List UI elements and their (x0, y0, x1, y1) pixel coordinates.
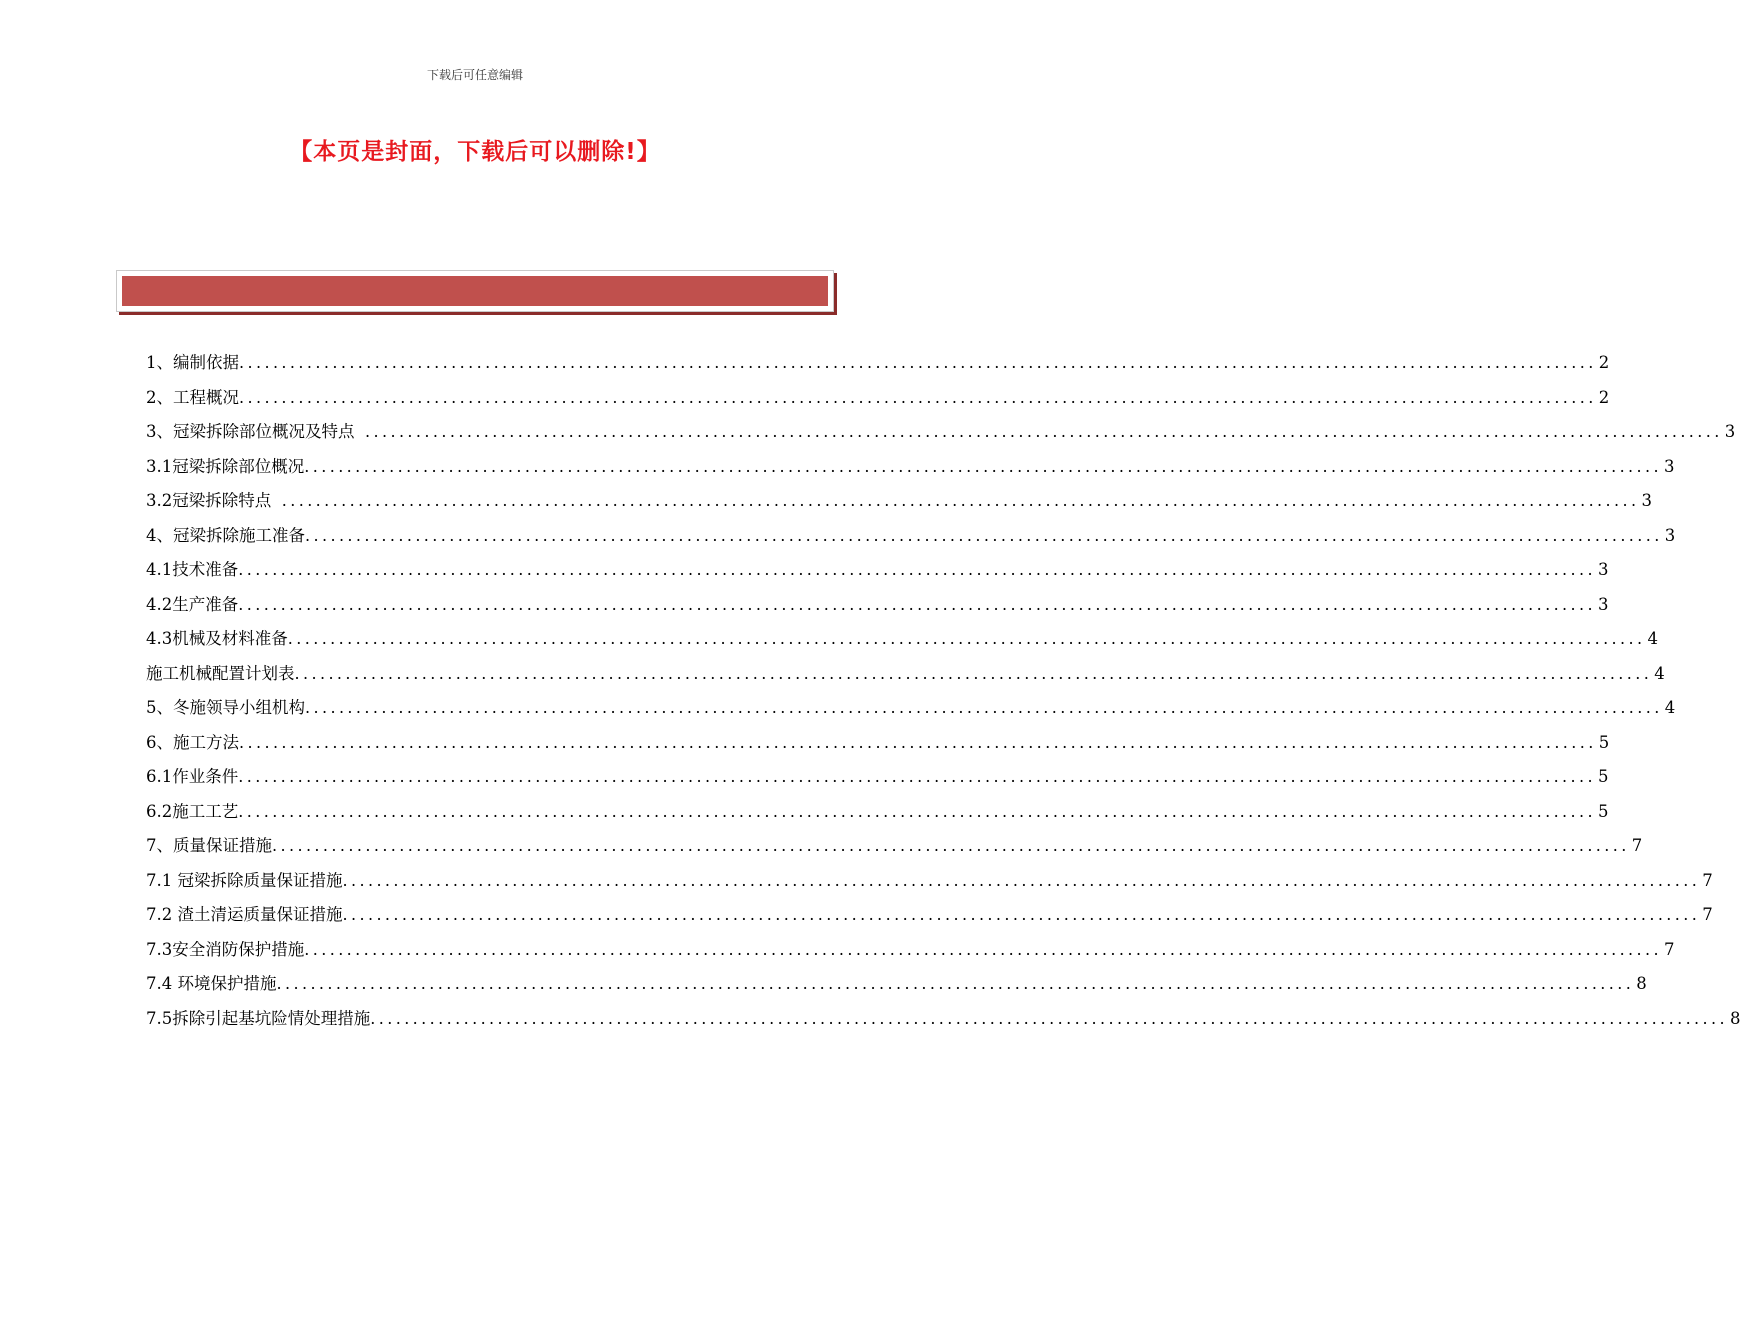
toc-entry-page: 3 (1664, 525, 1676, 545)
toc-entry-label: 6.1作业条件 (146, 767, 239, 786)
toc-entry-label: 6、施工方法 (146, 732, 239, 752)
toc-entry-page: 3 (1664, 456, 1675, 476)
toc-entry-label: 3.1冠梁拆除部位概况 (146, 456, 305, 476)
toc-entry-label: 7.3安全消防保护措施 (146, 939, 305, 959)
toc-entry-label: 1、编制依据 (146, 353, 239, 372)
toc-leader-dots: ................................................................................................................................................................ (238, 767, 1596, 786)
toc-entry-page: 3 (1598, 594, 1609, 614)
toc-entry-label: 7.5拆除引起基坑险情处理措施 (146, 1008, 371, 1028)
toc-entry-label: 7、质量保证措施 (146, 836, 272, 855)
toc-entry[interactable] (146, 933, 1675, 968)
toc-entry-page: 7 (1702, 870, 1713, 890)
toc-entry-page: 5 (1598, 767, 1609, 786)
toc-entry-page: 3 (1641, 491, 1652, 510)
toc-entry[interactable] (146, 967, 1647, 1002)
toc-entry-page: 2 (1598, 387, 1610, 407)
toc-entry-label: 4、冠梁拆除施工准备 (146, 525, 305, 545)
toc-entry-label: 7.2 渣土清运质量保证措施 (146, 905, 343, 924)
toc-entry[interactable] (146, 898, 1713, 933)
toc-entry[interactable] (146, 795, 1609, 830)
toc-entry[interactable] (146, 622, 1658, 657)
toc-entry-page: 5 (1598, 732, 1610, 752)
toc-leader-dots: ................................................................................................................................................................ (281, 491, 1640, 510)
toc-entry-label: 4.1技术准备 (146, 560, 239, 579)
toc-entry[interactable] (146, 553, 1609, 588)
toc-entry[interactable] (146, 415, 1736, 450)
toc-leader-dots: ................................................................................................................................................................ (238, 560, 1596, 579)
toc-entry-label: 3、冠梁拆除部位概况及特点 (146, 422, 365, 441)
toc-leader-dots: ................................................................................................................................................................ (238, 801, 1596, 821)
toc-leader-dots: ................................................................................................................................................................ (294, 663, 1653, 683)
toc-entry-label: 4.3机械及材料准备 (146, 629, 288, 648)
toc-leader-dots: ................................................................................................................................................................ (239, 353, 1597, 372)
toc-leader-dots: ................................................................................................................................................................ (342, 905, 1701, 924)
toc-leader-dots: ................................................................................................................................................................ (342, 870, 1701, 890)
toc-entry[interactable] (146, 450, 1675, 485)
toc-entry-page: 4 (1654, 663, 1665, 683)
toc-leader-dots: ................................................................................................................................................................ (238, 594, 1596, 614)
toc-entry-page: 3 (1724, 422, 1736, 441)
toc-leader-dots: ................................................................................................................................................................ (276, 974, 1635, 993)
toc-entry[interactable] (146, 657, 1665, 692)
toc-entry-page: 8 (1730, 1008, 1741, 1028)
toc-entry-page: 7 (1702, 905, 1713, 924)
toc-entry-label: 5、冬施领导小组机构 (146, 698, 305, 717)
toc-leader-dots: ................................................................................................................................................................ (239, 732, 1597, 752)
toc-entry[interactable] (146, 519, 1676, 554)
toc-entry-page: 5 (1598, 801, 1609, 821)
toc-leader-dots: ................................................................................................................................................................ (365, 422, 1723, 441)
toc-entry[interactable] (146, 346, 1610, 381)
toc-leader-dots: ................................................................................................................................................................ (272, 836, 1630, 855)
title-banner (116, 270, 834, 312)
toc-leader-dots: ................................................................................................................................................................ (287, 629, 1646, 648)
toc-entry[interactable] (146, 829, 1643, 864)
toc-entry-label: 7.4 环境保护措施 (146, 974, 277, 993)
toc-entry-page: 8 (1636, 974, 1647, 993)
toc-entry[interactable] (146, 726, 1610, 761)
toc-entry-label: 4.2生产准备 (146, 594, 239, 614)
toc-entry-label: 6.2施工工艺 (146, 801, 239, 821)
table-of-contents (146, 346, 1741, 1036)
cover-notice: 【本页是封面，下载后可以删除!】 (289, 139, 661, 165)
toc-entry-page: 7 (1664, 939, 1675, 959)
toc-entry[interactable] (146, 691, 1676, 726)
toc-entry-page: 2 (1598, 353, 1610, 372)
toc-entry-label: 2、工程概况 (146, 387, 239, 407)
toc-entry[interactable] (146, 588, 1609, 623)
toc-leader-dots: ................................................................................................................................................................ (305, 698, 1663, 717)
toc-entry-label: 7.1 冠梁拆除质量保证措施 (146, 870, 343, 890)
toc-entry[interactable] (146, 381, 1610, 416)
toc-entry-page: 7 (1631, 836, 1643, 855)
toc-entry-page: 4 (1664, 698, 1676, 717)
toc-entry[interactable] (146, 864, 1713, 899)
toc-entry-label: 施工机械配置计划表 (146, 663, 295, 683)
toc-entry[interactable] (146, 760, 1609, 795)
toc-leader-dots: ................................................................................................................................................................ (305, 525, 1663, 545)
header-note: 下载后可任意编辑 (426, 68, 523, 82)
toc-entry-label: 3.2冠梁拆除特点 (146, 491, 282, 510)
toc-leader-dots: ................................................................................................................................................................ (304, 939, 1662, 959)
toc-entry[interactable] (146, 1002, 1741, 1037)
toc-leader-dots: ................................................................................................................................................................ (239, 387, 1597, 407)
title-banner-fill (122, 276, 828, 306)
toc-entry-page: 3 (1598, 560, 1609, 579)
toc-entry-page: 4 (1647, 629, 1658, 648)
toc-entry[interactable] (146, 484, 1652, 519)
toc-leader-dots: ................................................................................................................................................................ (304, 456, 1662, 476)
toc-leader-dots: ................................................................................................................................................................ (370, 1008, 1728, 1028)
